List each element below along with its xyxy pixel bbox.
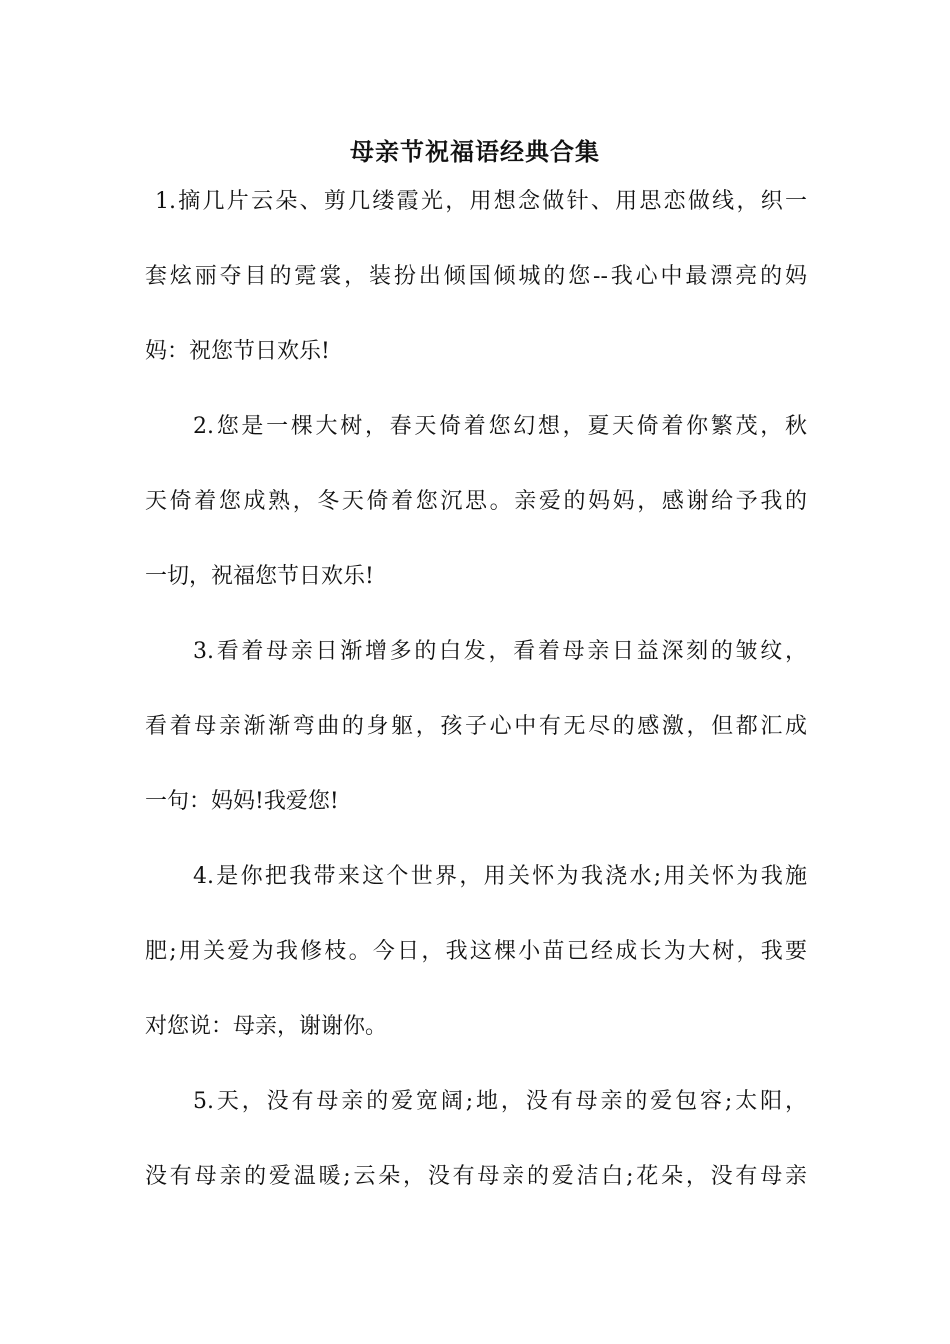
paragraph-4-line-1: 4.是你把我带来这个世界，用关怀为我浇水;用关怀为我施 xyxy=(193,864,807,889)
paragraph-5-line-2: 没有母亲的爱温暖;云朵，没有母亲的爱洁白;花朵，没有母亲 xyxy=(145,1164,807,1189)
paragraph-4-line-3: 对您说：母亲，谢谢你。 xyxy=(145,1014,388,1039)
paragraph-3-line-3: 一句：妈妈!我爱您! xyxy=(145,789,339,814)
document-title: 母亲节祝福语经典合集 xyxy=(350,137,600,166)
paragraph-5-line-1: 5.天，没有母亲的爱宽阔;地，没有母亲的爱包容;太阳， xyxy=(193,1089,807,1114)
paragraph-2-line-1: 2.您是一棵大树，春天倚着您幻想，夏天倚着你繁茂，秋 xyxy=(193,414,807,439)
paragraph-2-line-2: 天倚着您成熟，冬天倚着您沉思。亲爱的妈妈，感谢给予我的 xyxy=(145,489,807,514)
paragraph-1-line-1: 1.摘几片云朵、剪几缕霞光，用想念做针、用思恋做线，织一 xyxy=(155,189,807,214)
paragraph-2-line-3: 一切，祝福您节日欢乐! xyxy=(145,564,374,589)
paragraph-1-line-3: 妈：祝您节日欢乐! xyxy=(145,339,330,364)
paragraph-4-line-2: 肥;用关爱为我修枝。今日，我这棵小苗已经成长为大树，我要 xyxy=(145,939,807,964)
paragraph-3-line-2: 看着母亲渐渐弯曲的身躯，孩子心中有无尽的感激，但都汇成 xyxy=(145,714,807,739)
paragraph-1-line-2: 套炫丽夺目的霓裳，装扮出倾国倾城的您--我心中最漂亮的妈 xyxy=(145,264,807,289)
document-body xyxy=(145,183,807,1233)
paragraph-3-line-1: 3.看着母亲日渐增多的白发，看着母亲日益深刻的皱纹， xyxy=(193,639,807,664)
